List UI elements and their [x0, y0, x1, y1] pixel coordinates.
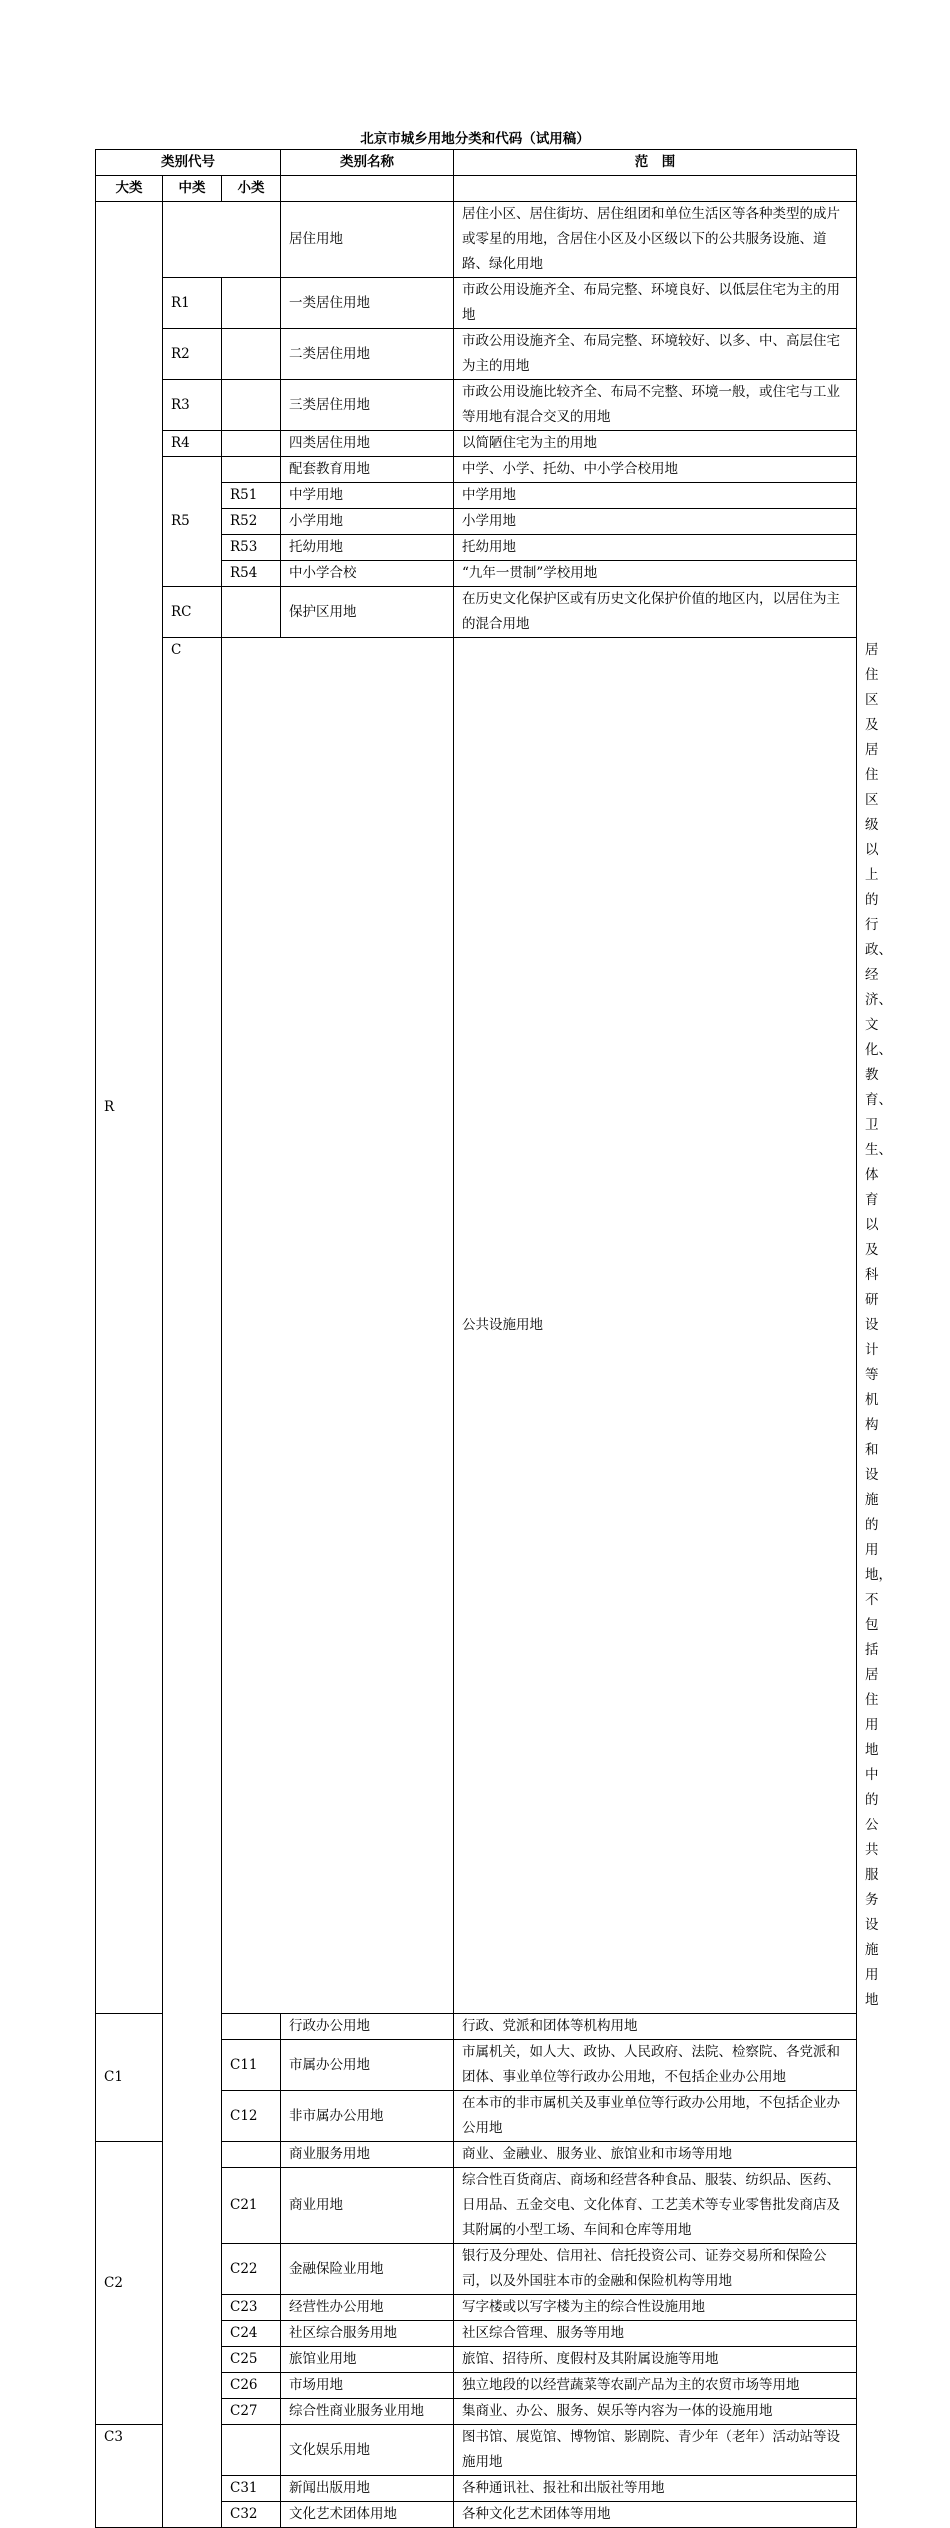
category-range: 社区综合管理、服务等用地 — [454, 2321, 857, 2347]
header-major: 大类 — [96, 176, 163, 202]
category-range: 银行及分理处、信用社、信托投资公司、证券交易所和保险公司，以及外国驻本市的金融和保险机构等用地 — [454, 2244, 857, 2295]
minor-code-cell: C26 — [222, 2373, 281, 2399]
header-name: 类别名称 — [281, 150, 454, 176]
category-name: 非市属办公用地 — [281, 2091, 454, 2142]
table-row — [96, 329, 857, 380]
category-name: 公共设施用地 — [454, 638, 857, 2014]
category-name: 旅馆业用地 — [281, 2347, 454, 2373]
category-range: 以简陋住宅为主的用地 — [454, 431, 857, 457]
category-range: 图书馆、展览馆、博物馆、影剧院、青少年（老年）活动站等设施用地 — [454, 2425, 857, 2476]
empty-code-cell — [222, 2014, 281, 2040]
header-empty — [281, 176, 454, 202]
header-range: 范 围 — [454, 150, 857, 176]
category-name: 市场用地 — [281, 2373, 454, 2399]
minor-code-cell: C22 — [222, 2244, 281, 2295]
empty-code-cell — [222, 329, 281, 380]
medium-code-cell: R5 — [163, 457, 222, 587]
category-range: 在本市的非市属机关及事业单位等行政办公用地，不包括企业办公用地 — [454, 2091, 857, 2142]
minor-code-cell: R52 — [222, 509, 281, 535]
empty-code-cell — [222, 380, 281, 431]
medium-code-cell: R2 — [163, 329, 222, 380]
category-range: “九年一贯制”学校用地 — [454, 561, 857, 587]
empty-code-cell — [222, 431, 281, 457]
category-range: 集商业、办公、服务、娱乐等内容为一体的设施用地 — [454, 2399, 857, 2425]
category-range: 商业、金融业、服务业、旅馆业和市场等用地 — [454, 2142, 857, 2168]
category-name: 金融保险业用地 — [281, 2244, 454, 2295]
header-empty — [454, 176, 857, 202]
category-name: 配套教育用地 — [281, 457, 454, 483]
empty-code-cell — [222, 638, 454, 2014]
category-name: 中学用地 — [281, 483, 454, 509]
category-name: 托幼用地 — [281, 535, 454, 561]
minor-code-cell: R53 — [222, 535, 281, 561]
header-code: 类别代号 — [96, 150, 281, 176]
table-row — [96, 431, 857, 457]
empty-code-cell — [163, 202, 281, 278]
category-range: 居住小区、居住街坊、居住组团和单位生活区等各种类型的成片或零星的用地，含居住小区及小区级以下的公共服务设施、道路、绿化用地 — [454, 202, 857, 278]
empty-code-cell — [222, 457, 281, 483]
category-name: 行政办公用地 — [281, 2014, 454, 2040]
minor-code-cell: C12 — [222, 2091, 281, 2142]
category-name: 保护区用地 — [281, 587, 454, 638]
category-name: 文化娱乐用地 — [281, 2425, 454, 2476]
category-range: 写字楼或以写字楼为主的综合性设施用地 — [454, 2295, 857, 2321]
category-range: 市政公用设施齐全、布局完整、环境较好、以多、中、高层住宅为主的用地 — [454, 329, 857, 380]
medium-code-cell: RC — [163, 587, 222, 638]
category-name: 小学用地 — [281, 509, 454, 535]
category-range: 托幼用地 — [454, 535, 857, 561]
category-range: 综合性百货商店、商场和经营各种食品、服装、纺织品、医药、日用品、五金交电、文化体育、工艺美术等专业零售批发商店及其附属的小型工场、车间和仓库等用地 — [454, 2168, 857, 2244]
category-range: 市政公用设施比较齐全、布局不完整、环境一般，或住宅与工业等用地有混合交叉的用地 — [454, 380, 857, 431]
category-name: 经营性办公用地 — [281, 2295, 454, 2321]
category-name: 二类居住用地 — [281, 329, 454, 380]
table-row — [96, 278, 857, 329]
category-range: 中学用地 — [454, 483, 857, 509]
category-range: 中学、小学、托幼、中小学合校用地 — [454, 457, 857, 483]
empty-code-cell — [222, 278, 281, 329]
table-row — [96, 202, 857, 278]
category-range: 旅馆、招待所、度假村及其附属设施等用地 — [454, 2347, 857, 2373]
category-name: 中小学合校 — [281, 561, 454, 587]
table-row — [96, 587, 857, 638]
table-row: C 公共设施用地 居住区及居住区级以上的行政、经济、文化、教育、卫生、体育以及科研设计等机构和设施的用地，不包括居住用地中的公共服务设施用地 — [96, 638, 857, 2014]
empty-code-cell — [222, 2425, 281, 2476]
category-name: 市属办公用地 — [281, 2040, 454, 2091]
document-title: 北京市城乡用地分类和代码（试用稿） — [360, 131, 590, 147]
category-range: 行政、党派和团体等机构用地 — [454, 2014, 857, 2040]
category-name: 居住用地 — [281, 202, 454, 278]
minor-code-cell: C23 — [222, 2295, 281, 2321]
category-name: 商业服务用地 — [281, 2142, 454, 2168]
category-name: 新闻出版用地 — [281, 2476, 454, 2502]
minor-code-cell: C27 — [222, 2399, 281, 2425]
category-range: 各种文化艺术团体等用地 — [454, 2502, 857, 2528]
medium-code-cell: C3 — [96, 2425, 163, 2528]
category-range: 市政公用设施齐全、布局完整、环境良好、以低层住宅为主的用地 — [454, 278, 857, 329]
major-code-cell: C — [163, 638, 222, 2528]
minor-code-cell: C24 — [222, 2321, 281, 2347]
category-name: 社区综合服务用地 — [281, 2321, 454, 2347]
category-range: 市属机关，如人大、政协、人民政府、法院、检察院、各党派和团体、事业单位等行政办公用地，不包括企业办公用地 — [454, 2040, 857, 2091]
category-name: 文化艺术团体用地 — [281, 2502, 454, 2528]
major-code-cell: R — [96, 202, 163, 2014]
table-row — [96, 457, 857, 483]
category-range: 各种通讯社、报社和出版社等用地 — [454, 2476, 857, 2502]
category-name: 一类居住用地 — [281, 278, 454, 329]
medium-code-cell: C2 — [96, 2142, 163, 2425]
header-medium: 中类 — [163, 176, 222, 202]
minor-code-cell: R54 — [222, 561, 281, 587]
minor-code-cell: C11 — [222, 2040, 281, 2091]
minor-code-cell: C25 — [222, 2347, 281, 2373]
empty-code-cell — [222, 587, 281, 638]
minor-code-cell: C21 — [222, 2168, 281, 2244]
category-range: 在历史文化保护区或有历史文化保护价值的地区内，以居住为主的混合用地 — [454, 587, 857, 638]
medium-code-cell: R1 — [163, 278, 222, 329]
medium-code-cell: C1 — [96, 2014, 163, 2142]
minor-code-cell: C31 — [222, 2476, 281, 2502]
category-name: 四类居住用地 — [281, 431, 454, 457]
header-minor: 小类 — [222, 176, 281, 202]
category-name: 商业用地 — [281, 2168, 454, 2244]
minor-code-cell: R51 — [222, 483, 281, 509]
land-use-classification-table — [95, 149, 892, 2528]
table-row — [96, 380, 857, 431]
medium-code-cell: R3 — [163, 380, 222, 431]
medium-code-cell: R4 — [163, 431, 222, 457]
empty-code-cell — [222, 2142, 281, 2168]
category-name: 综合性商业服务业用地 — [281, 2399, 454, 2425]
category-range: 小学用地 — [454, 509, 857, 535]
category-name: 三类居住用地 — [281, 380, 454, 431]
category-range: 独立地段的以经营蔬菜等农副产品为主的农贸市场等用地 — [454, 2373, 857, 2399]
minor-code-cell: C32 — [222, 2502, 281, 2528]
